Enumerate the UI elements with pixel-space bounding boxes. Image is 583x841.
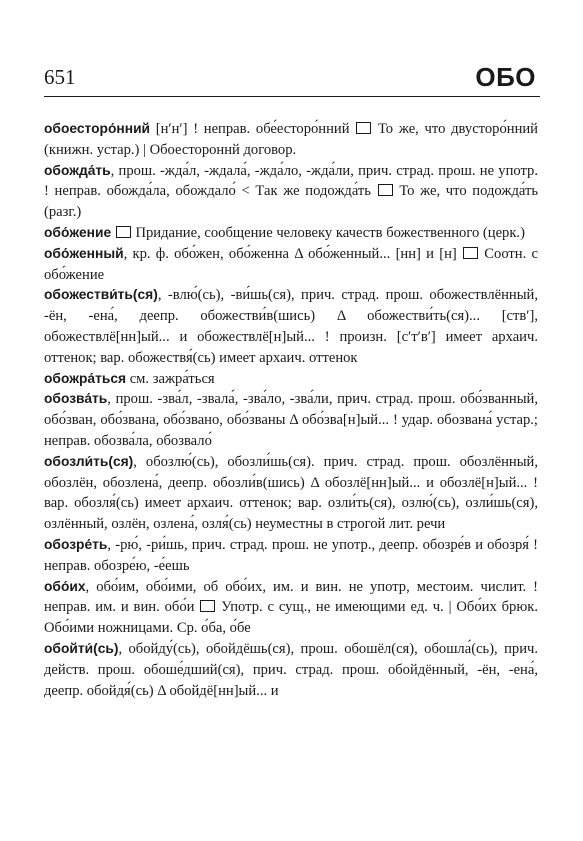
headword: обозва́ть: [44, 391, 108, 407]
entry-text: , прош. -зва́л, -звала́, -зва́ло, -зва́ли, прич. страд. прош. обо́званный, обо́зван, обо́звана, обо́звано, обо́званы Δ обо́зва[н]ый... ! удар. обозвана́ устар.; неправ. обозва́ла, обозвало́: [44, 391, 538, 449]
page-header: [44, 62, 540, 97]
entry-text: см. зажра́ться: [126, 370, 215, 387]
headword: обо́их: [44, 578, 86, 594]
dictionary-entry: [44, 452, 538, 535]
entry-text: , обозлю́(сь), обозли́шь(ся). прич. страд. прош. обозлённый, обозлён, обозлена́, деепр. обозли́в(шись) Δ обозлё[нн]ый... и обозлё[н]ый... ! вар. обозля́(сь) имеет архаич. оттенок; вар. озли́ть(ся), озлю́(сь), озли́шь(ся), озлённый, озлён, озлена́, озля́(сь) неуместны в строгой лит. речи: [44, 453, 538, 533]
dictionary-entry: [44, 535, 538, 577]
headword: обоесторо́нний: [44, 121, 151, 136]
entry-text: , кр. ф. обо́жен, обо́женна Δ обо́женный... [нн] и [н]: [123, 245, 463, 262]
page-number: 651: [44, 65, 76, 89]
headword: обожестви́ть(ся): [44, 287, 158, 303]
entry-text: То же, что двусторо́нний (книжн. устар.) | Обоестороннй договор.: [44, 121, 538, 158]
entry-text: , обо́им, обо́ими, об обо́их, им. и вин. не употр, местоим. числит. ! неправ. им. и вин. обо́и: [44, 578, 538, 616]
dictionary-entry: [44, 577, 538, 639]
dictionary-entry: [44, 223, 538, 244]
headword: обойти́(сь): [44, 640, 119, 656]
headword: обозре́ть: [44, 536, 108, 552]
square-symbol-icon: [200, 600, 215, 612]
square-symbol-icon: [356, 122, 371, 134]
headword: обожда́ть: [44, 162, 111, 178]
entry-text: [нʹнʹ] ! неправ. обе́есторо́нний: [150, 121, 356, 137]
dictionary-entry: [44, 244, 538, 286]
dictionary-entry: [44, 285, 538, 368]
headword: обо́жение: [44, 224, 112, 240]
entry-text: , прош. -жда́л, -ждала́, -жда́ло, -жда́ли, прич. страд. прош. не употр. ! неправ. обожда́ла, обождало́ < Так же подожда́ть: [44, 162, 538, 200]
headword: обожра́ться: [44, 370, 127, 386]
entry-text: Придание, сообщение человеку качеств божественного (церк.): [131, 224, 525, 241]
headword: обозли́ть(ся): [44, 453, 134, 469]
dictionary-entry: [44, 369, 538, 390]
dictionary-entry: [44, 119, 538, 161]
entry-text: То же, что подожда́ть (разг.): [44, 183, 538, 221]
dictionary-entry: [44, 161, 538, 223]
entry-text: , -рю́, -ри́шь, прич. страд. прош. не употр., деепр. обозре́в и обозря́ ! неправ. обозре́ю, -е́ешь: [44, 536, 538, 574]
entry-text: Употр. с сущ., не имеющими ед. ч. | Обо́их брюк. Обо́ими ножницами. Ср. о́ба, о́бе: [44, 599, 538, 637]
running-head: ОБО: [475, 62, 536, 92]
square-symbol-icon: [116, 226, 131, 238]
entry-text: Соотн. с обо́жение: [44, 245, 538, 283]
entry-text: , обойду́(сь), обойдёшь(ся), прош. обошёл(ся), обошла́(сь), прич. действ. прош. обоше́дший(ся), прич. страд. прош. обойдённый, -ён, -ена́, деепр. обойдя́(сь) Δ обойдё[нн]ый... и: [44, 640, 538, 699]
entry-text: [111, 225, 115, 241]
entry-text: , -влю́(сь), -ви́шь(ся), прич. страд. прош. обожествлённый, -ён, -ена́, деепр. обожестви́в(шись) Δ обожестви́ть(ся)... [ствʹ], обожествлё[нн]ый... и обожествлё[н]ый... ! произн. [сʹтʹвʹ] имеет архаич. оттенок; вар. обожествя́(сь) имеет архаич. оттенок: [44, 287, 538, 366]
square-symbol-icon: [463, 247, 478, 259]
headword: обо́женный: [44, 245, 124, 261]
dictionary-entry: [44, 639, 538, 701]
dictionary-entries: [44, 119, 538, 701]
dictionary-entry: [44, 389, 538, 451]
square-symbol-icon: [378, 184, 393, 196]
